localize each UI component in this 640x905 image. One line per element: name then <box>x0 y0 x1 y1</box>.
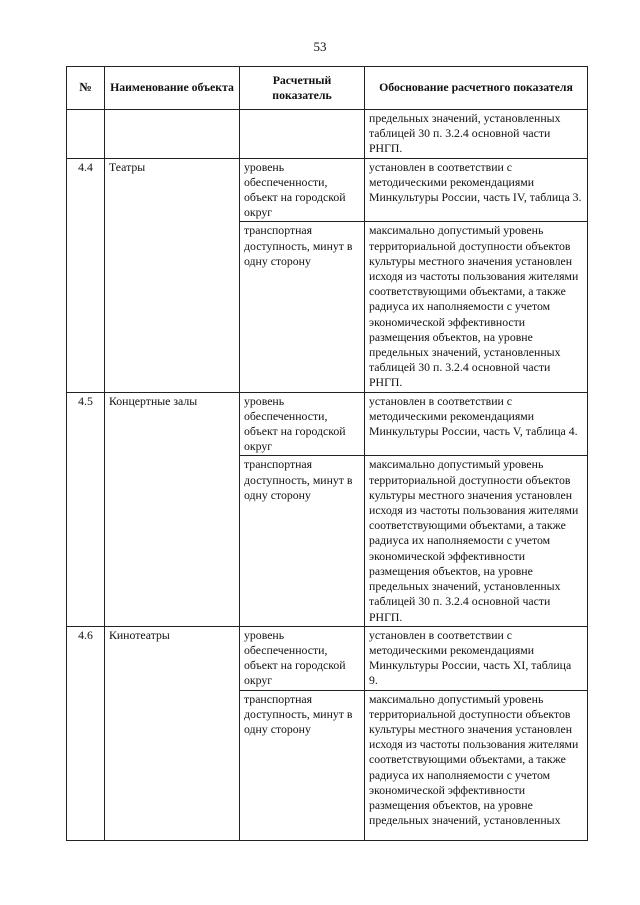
header-indicator: Расчетный показатель <box>240 67 365 110</box>
cell-indicator: уровень обеспеченности, объект на городской округ <box>240 158 365 222</box>
header-number: № <box>67 67 105 110</box>
cell-number <box>67 110 105 159</box>
cell-basis: максимально допустимый уровень территориальной доступности объектов культуры местного значения установлен исходя из частоты пользования жителями соответствующими объектами, а также радиуса их наполняемости с учетом экономической эффективности размещения объектов, на уровне предельных значений, установленных таблицей 30 п. 3.2.4 основной части РНГП. <box>365 456 588 626</box>
cell-indicator: транспортная доступность, минут в одну сторону <box>240 222 365 392</box>
cell-basis: установлен в соответствии с методическими рекомендациями Минкультуры России, часть XI, таблица 9. <box>365 626 588 690</box>
cell-indicator: транспортная доступность, минут в одну сторону <box>240 690 365 840</box>
cell-indicator: транспортная доступность, минут в одну сторону <box>240 456 365 626</box>
page-number: 53 <box>313 39 327 54</box>
cell-basis: установлен в соответствии с методическими рекомендациями Минкультуры России, часть IV, таблица 3. <box>365 158 588 222</box>
cell-indicator: уровень обеспеченности, объект на городской округ <box>240 392 365 456</box>
header-basis: Обоснование расчетного показателя <box>365 67 588 110</box>
table-row-theatres-provision <box>67 158 588 222</box>
table-row-concert-halls-provision <box>67 392 588 456</box>
cell-indicator <box>240 110 365 159</box>
cell-number: 4.6 <box>67 626 105 840</box>
cell-object-name: Концертные залы <box>105 392 240 626</box>
indicators-table <box>66 66 588 841</box>
cell-indicator: уровень обеспеченности, объект на городской округ <box>240 626 365 690</box>
cell-object-name: Театры <box>105 158 240 392</box>
table-header-row <box>67 67 588 110</box>
cell-object-name: Кинотеатры <box>105 626 240 840</box>
cell-number: 4.5 <box>67 392 105 626</box>
cell-number: 4.4 <box>67 158 105 392</box>
table-row-cinemas-provision <box>67 626 588 690</box>
cell-basis: установлен в соответствии с методическими рекомендациями Минкультуры России, часть V, таблица 4. <box>365 392 588 456</box>
table-row-continuation <box>67 110 588 159</box>
header-object-name: Наименование объекта <box>105 67 240 110</box>
cell-basis: предельных значений, установленных таблицей 30 п. 3.2.4 основной части РНГП. <box>365 110 588 159</box>
cell-basis: максимально допустимый уровень территориальной доступности объектов культуры местного значения установлен исходя из частоты пользования жителями соответствующими объектами, а также радиуса их наполняемости с учетом экономической эффективности размещения объектов, на уровне предельных значений, установленных <box>365 690 588 840</box>
cell-basis: максимально допустимый уровень территориальной доступности объектов культуры местного значения установлен исходя из частоты пользования жителями соответствующими объектами, а также радиуса их наполняемости с учетом экономической эффективности размещения объектов, на уровне предельных значений, установленных таблицей 30 п. 3.2.4 основной части РНГП. <box>365 222 588 392</box>
cell-object-name <box>105 110 240 159</box>
